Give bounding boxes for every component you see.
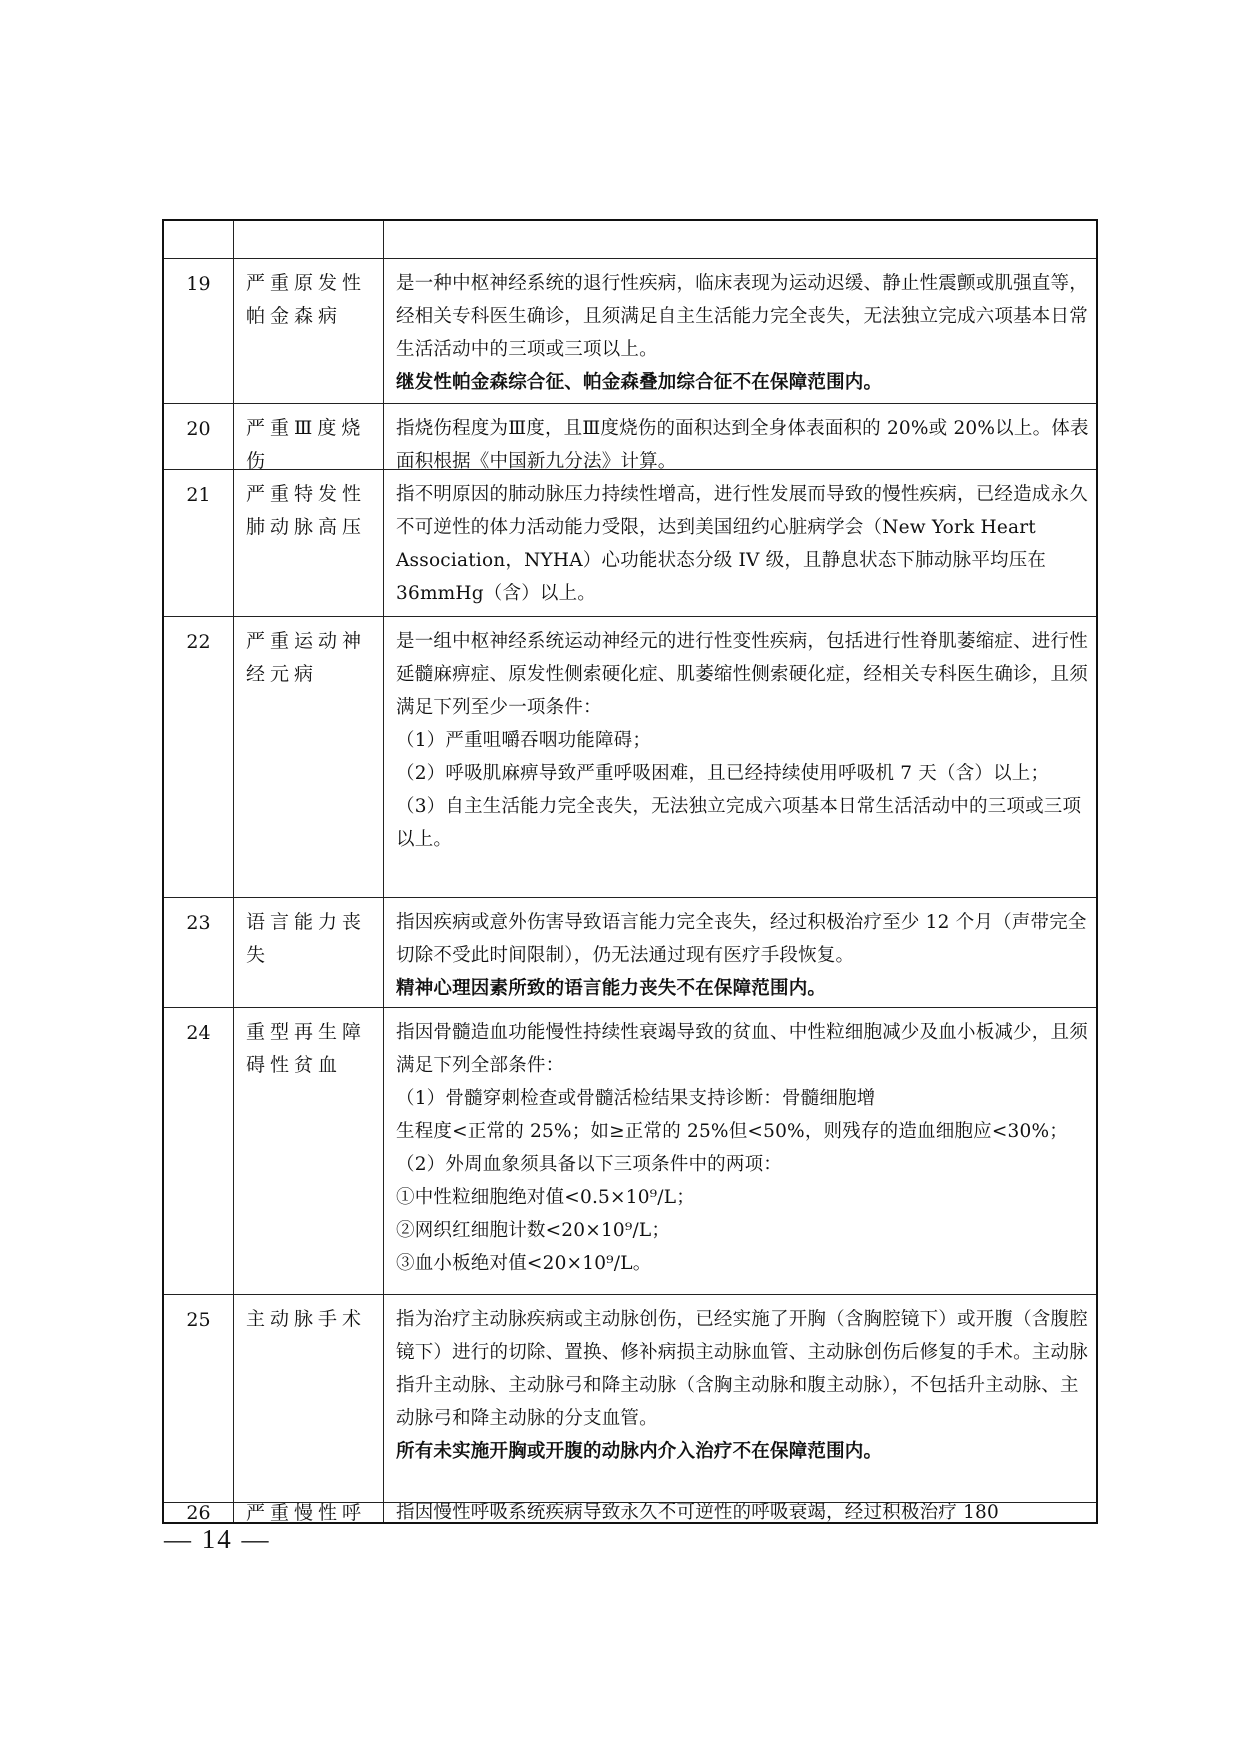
condition-item: （2）呼吸肌麻痹导致严重呼吸困难，且已经持续使用呼吸机 7 天（含）以上； [396,763,1050,784]
definition-text: 指不明原因的肺动脉压力持续性增高，进行性发展而导致的慢性疾病，已经造成永久不可逆性的体力活动能力受限，达到美国纽约心脏病学会（New York Heart Association，NYHA）心功能状态分级 IV 级，且静息状态下肺动脉平均压在 36mmHg（含）以上。 [396,484,1088,604]
disease-name: 严重慢性呼 [234,1503,384,1522]
condition-item: （1）严重咀嚼吞咽功能障碍； [396,730,652,751]
header-cell-number [164,221,234,258]
disease-name: 语言能力丧失 [234,898,384,1007]
condition-item: ②网织红细胞计数<20×10⁹/L； [396,1220,671,1241]
condition-item: ③血小板绝对值<20×10⁹/L。 [396,1253,652,1274]
row-number: 25 [164,1295,234,1502]
table-row [164,897,1096,1007]
definition-text: 指烧伤程度为Ⅲ度，且Ⅲ度烧伤的面积达到全身体表面积的 20%或 20%以上。体表面积根据《中国新九分法》计算。 [396,418,1089,472]
table-row [164,469,1096,616]
disease-definition [384,470,1096,616]
disease-name: 严重运动神经元病 [234,617,384,897]
table-header-row [164,221,1096,258]
exclusion-text: 精神心理因素所致的语言能力丧失不在保障范围内。 [396,978,827,999]
disease-name: 严重原发性帕金森病 [234,259,384,403]
header-cell-definition [384,221,1096,258]
table-row [164,258,1096,403]
definition-text: 是一种中枢神经系统的退行性疾病，临床表现为运动迟缓、静止性震颤或肌强直等，经相关专科医生确诊，且须满足自主生活能力完全丧失，无法独立完成六项基本日常生活活动中的三项或三项以上。 [396,273,1088,360]
definition-text: 指为治疗主动脉疾病或主动脉创伤，已经实施了开胸（含胸腔镜下）或开腹（含腹腔镜下）进行的切除、置换、修补病损主动脉血管、主动脉创伤后修复的手术。主动脉指升主动脉、主动脉弓和降主动脉（含胸主动脉和腹主动脉），不包括升主动脉、主动脉弓和降主动脉的分支血管。 [396,1309,1088,1429]
row-number: 26 [164,1503,234,1522]
disease-definition [384,1295,1096,1502]
table-row [164,616,1096,897]
disease-name: 主动脉手术 [234,1295,384,1502]
condition-item: ①中性粒细胞绝对值<0.5×10⁹/L； [396,1187,695,1208]
row-number: 19 [164,259,234,403]
disease-definition [384,1008,1096,1294]
table-row [164,1007,1096,1294]
definition-text: 是一组中枢神经系统运动神经元的进行性变性疾病，包括进行性脊肌萎缩症、进行性延髓麻痹症、原发性侧索硬化症、肌萎缩性侧索硬化症，经相关专科医生确诊，且须满足下列至少一项条件： [396,631,1088,718]
disease-name: 重型再生障碍性贫血 [234,1008,384,1294]
header-cell-name [234,221,384,258]
definition-text: 指因骨髓造血功能慢性持续性衰竭导致的贫血、中性粒细胞减少及血小板减少，且须满足下列全部条件： [396,1022,1088,1076]
row-number: 21 [164,470,234,616]
condition-item: （1）骨髓穿刺检查或骨髓活检结果支持诊断：骨髓细胞增 [396,1088,876,1109]
definition-text: 指因慢性呼吸系统疾病导致永久不可逆性的呼吸衰竭，经过积极治疗 180 [396,1502,999,1522]
disease-definition [384,259,1096,403]
row-number: 23 [164,898,234,1007]
row-number: 22 [164,617,234,897]
definition-text: 指因疾病或意外伤害导致语言能力完全丧失，经过积极治疗至少 12 个月（声带完全切除不受此时间限制），仍无法通过现有医疗手段恢复。 [396,912,1087,966]
exclusion-text: 所有未实施开胸或开腹的动脉内介入治疗不在保障范围内。 [396,1441,883,1462]
page-number: — 14 — [164,1524,271,1554]
table-row [164,1294,1096,1502]
disease-definition [384,1503,1096,1522]
condition-item: 生程度<正常的 25%；如≥正常的 25%但<50%，则残存的造血细胞应<30%； [396,1121,1068,1142]
disease-name: 严重特发性肺动脉高压 [234,470,384,616]
disease-definition [384,898,1096,1007]
condition-item: （2）外周血象须具备以下三项条件中的两项： [396,1154,782,1175]
row-number: 20 [164,404,234,469]
disease-definition [384,617,1096,897]
condition-item: （3）自主生活能力完全丧失，无法独立完成六项基本日常生活活动中的三项或三项以上。 [396,796,1082,850]
disease-definition-table [162,219,1098,1524]
row-number: 24 [164,1008,234,1294]
table-row [164,403,1096,472]
exclusion-text: 继发性帕金森综合征、帕金森叠加综合征不在保障范围内。 [396,372,883,393]
disease-definition [384,404,1096,472]
disease-name: 严重Ⅲ度烧伤 [234,404,384,469]
table-row [164,1502,1096,1522]
